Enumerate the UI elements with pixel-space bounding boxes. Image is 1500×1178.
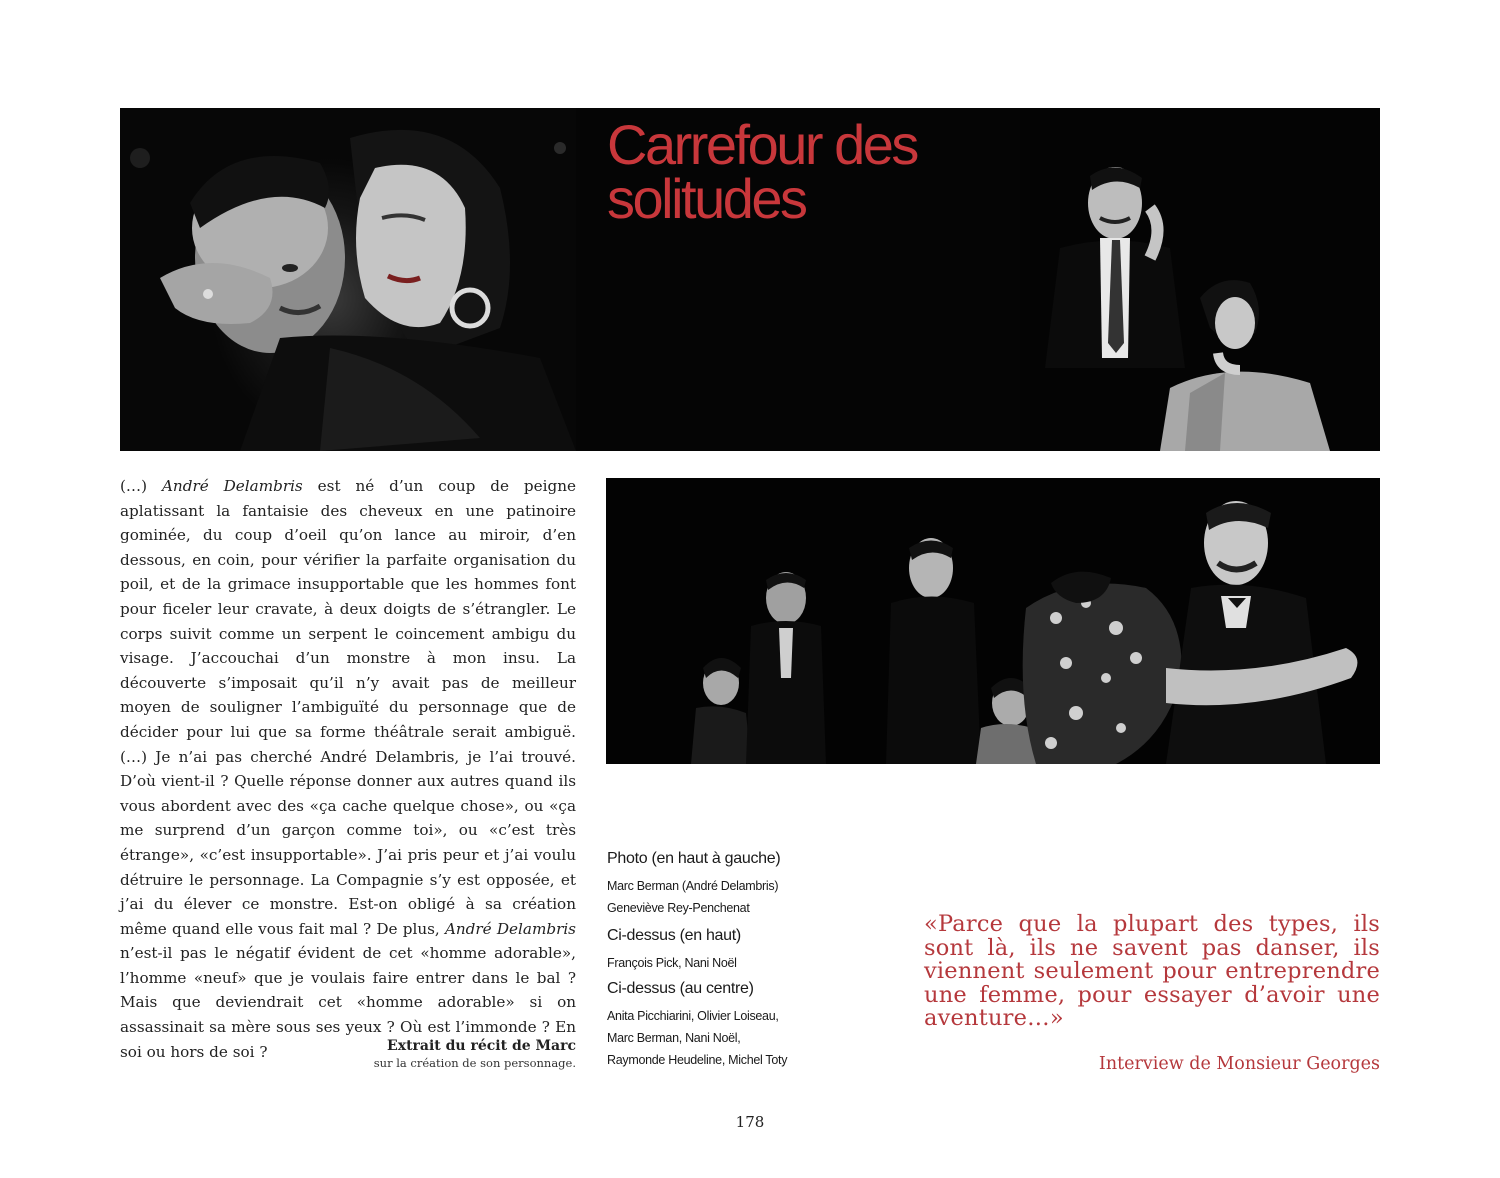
caption-line: Geneviève Rey-Penchenat <box>607 901 750 915</box>
article-paragraph <box>120 474 576 1064</box>
caption-line: Marc Berman, Nani Noël, <box>607 1031 741 1045</box>
signature-subtitle: sur la création de son personnage. <box>373 1056 576 1070</box>
photo-man-and-woman-seated <box>1020 108 1380 451</box>
text-segment: (…) <box>120 477 162 495</box>
caption-heading: Ci-dessus (au centre) <box>607 980 754 997</box>
photo-dance-scene <box>606 478 1380 764</box>
article-signature <box>120 1037 576 1071</box>
photo-captions <box>607 848 907 1071</box>
quote-attribution: Interview de Monsieur Georges <box>1098 1054 1380 1074</box>
top-photo-band <box>120 108 1380 451</box>
character-name: André Delambris <box>161 477 303 495</box>
caption-line: Marc Berman (André Delambris) <box>607 879 779 893</box>
title-line-2: solitudes <box>607 167 806 230</box>
caption-line: Anita Picchiarini, Olivier Loiseau, <box>607 1009 779 1023</box>
page-title <box>607 113 917 230</box>
title-line-1: Carrefour des <box>607 113 917 176</box>
caption-heading: Ci-dessus (en haut) <box>607 927 741 944</box>
article-body <box>120 474 576 1064</box>
caption-heading: Photo (en haut à gauche) <box>607 850 781 867</box>
text-segment: est né d’un coup de peigne aplatissant la fantaisie des cheveux en une patinoire gominée, du coup d’oeil qu’on lance au miroir, d’en dessous, en coin, pour vérifier la parfaite organisation du poil, et de la grimace insupportable que les hommes font pour ficeler leur cravate, à deux doigts de s’étrangler. Le corps suivit comme un serpent le coincement ambigu du visage. J’accouchai d’un monstre à mon insu. La découverte s’imposait qu’il n’y avait pas de meilleur moyen de souligner l’ambiguïté du personnage que de décider pour lui que sa forme théâtrale serait ambiguë. (…) Je n’ai pas cherché André Delambris, je l’ai trouvé. D’où vient-il ? Quelle réponse donner aux autres quand ils vous abordent avec des «ça cache quelque chose», ou «ça me surprend d’un garçon comme toi», ou «c’est très étrange», «c’est insupportable». J’ai pris peur et j’ai voulu détruire le personnage. La Compagnie s’y est opposée, et j’ai du élever ce monstre. Est-on obligé à sa création même quand elle vous fait mal ? De plus, <box>120 477 576 938</box>
pull-quote: «Parce que la plupart des types, ils sont là, ils ne savent pas danser, ils viennent seulement pour entreprendre une femme, pour essayer d’avoir une aventure…» <box>924 911 1380 1031</box>
character-name: André Delambris <box>444 919 576 938</box>
signature-title: Extrait du récit de Marc <box>387 1038 576 1054</box>
caption-line: Raymonde Heudeline, Michel Toty <box>607 1053 788 1067</box>
caption-line: François Pick, Nani Noël <box>607 956 737 970</box>
photo-couple-embrace <box>120 108 576 451</box>
text-segment: n’est-il pas le négatif évident de cet «homme adorable», l’homme «neuf» que je voulais faire entrer dans le bal ? Mais que deviendrait cet «homme adorable» si on assassinait sa mère sous ses yeux ? Où est l’immonde ? En soi ou hors de soi ? <box>120 944 576 1061</box>
page-number: 178 <box>735 1113 765 1131</box>
